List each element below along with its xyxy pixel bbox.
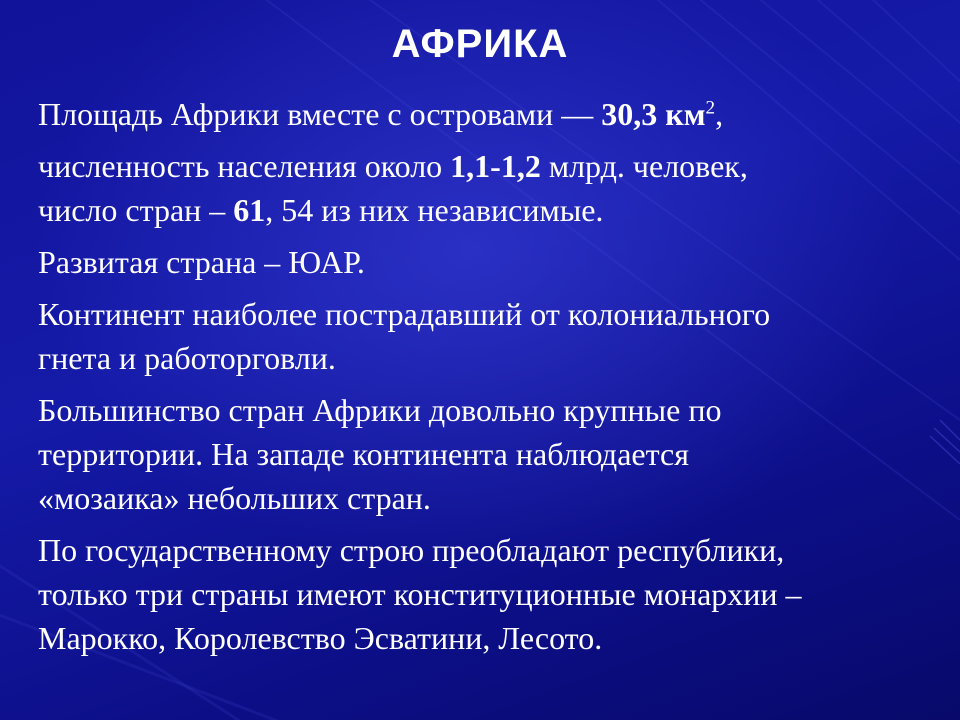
territory-line-1: Большинство стран Африки довольно крупные по (38, 392, 722, 428)
population-value: 1,1-1,2 (450, 148, 541, 184)
area-unit-exponent: 2 (705, 97, 716, 119)
area-text: Площадь Африки вместе с островами — (38, 96, 602, 132)
countries-text: число стран – (38, 192, 234, 228)
colonial-paragraph (38, 292, 938, 380)
countries-value: 61 (233, 192, 266, 228)
population-text: численность населения около (38, 148, 451, 184)
territory-paragraph (38, 388, 938, 520)
population-unit: млрд. человек, (540, 148, 748, 184)
territory-line-3: «мозаика» небольших стран. (38, 480, 431, 516)
slide-body (38, 92, 938, 668)
territory-line-2: территории. На западе континента наблюдается (38, 436, 689, 472)
colonial-line-1: Континент наиболее пострадавший от колониального (38, 296, 771, 332)
government-line-1: По государственному строю преобладают республики, (38, 532, 785, 568)
countries-tail: , 54 из них независимые. (265, 192, 604, 228)
colonial-line-2: гнета и работорговли. (38, 340, 336, 376)
page-title: АФРИКА (391, 22, 569, 66)
area-value: 30,3 км (601, 96, 706, 132)
area-paragraph (38, 92, 938, 136)
area-tail: , (715, 96, 724, 132)
developed-country-paragraph: Развитая страна – ЮАР. (38, 244, 365, 280)
government-line-3: Марокко, Королевство Эсватини, Лесото. (38, 620, 603, 656)
government-line-2: только три страны имеют конституционные монархии – (38, 576, 802, 612)
population-paragraph (38, 144, 938, 232)
government-paragraph (38, 528, 938, 660)
